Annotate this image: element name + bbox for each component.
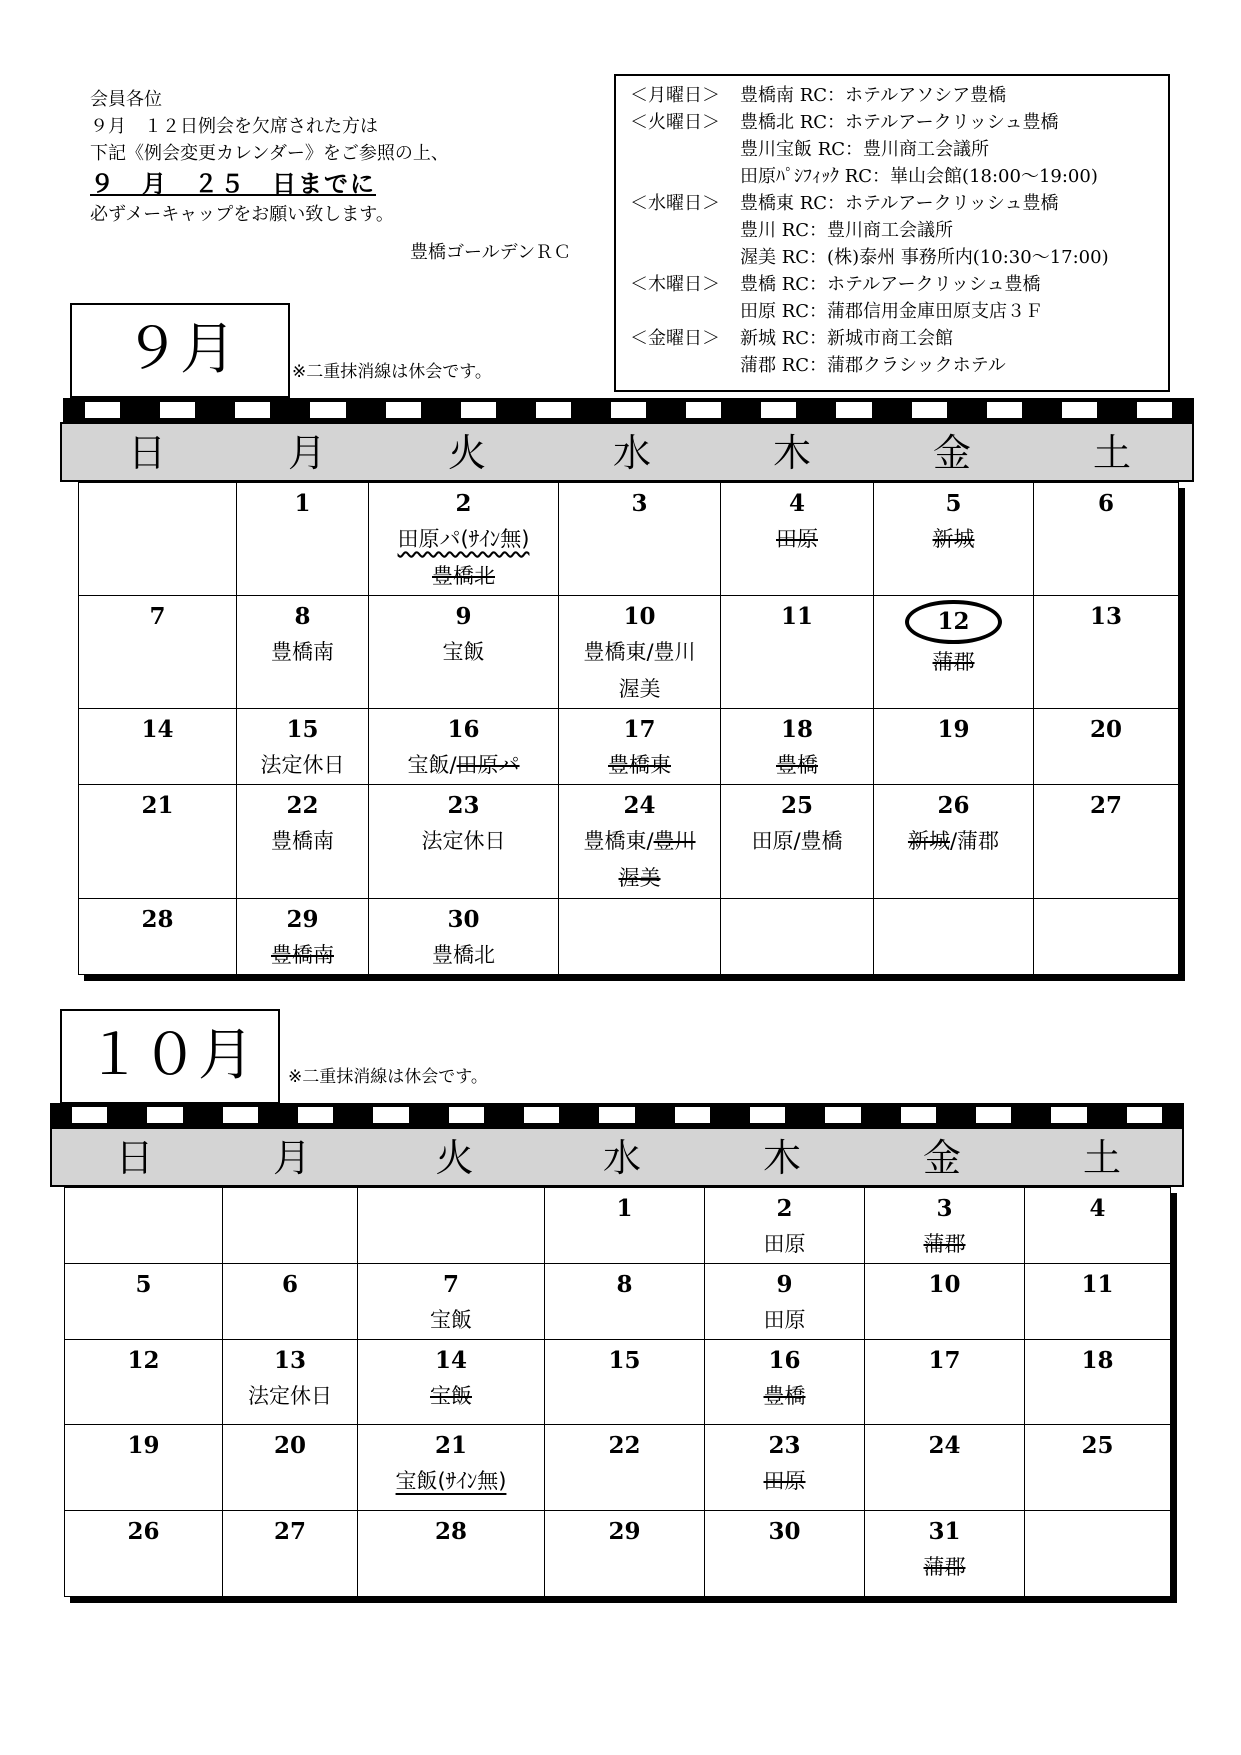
calendar-day-cell: [705, 1188, 865, 1264]
calendar-day-cell: [79, 785, 237, 899]
calendar-day-cell: [237, 899, 369, 975]
club-meeting-entry: [705, 1302, 864, 1339]
cancelled-meeting: 蒲郡: [923, 1555, 966, 1579]
calendar-day-cell: [369, 709, 559, 785]
calendar-day-cell: [545, 1425, 705, 1511]
weekday-label: 火: [447, 431, 486, 475]
meeting-text: 田原/豊橋: [751, 829, 843, 853]
calendar-day-cell: [1025, 1264, 1171, 1340]
notice-sender: 豊橋ゴールデンＲＣ: [410, 242, 572, 263]
day-number: 12: [905, 600, 1001, 644]
september-weekday-header: [60, 422, 1194, 482]
september-title-box: [70, 303, 290, 398]
weekday-label: 木: [772, 431, 811, 475]
calendar-day-cell: [1034, 785, 1179, 899]
club-meeting-entry: [559, 671, 720, 708]
day-number: 16: [768, 1347, 801, 1374]
calendar-day-cell: [79, 899, 237, 975]
calendar-day-cell: [1025, 1340, 1171, 1425]
cancelled-meeting: 豊橋北: [432, 564, 495, 588]
day-number: 1: [294, 490, 311, 517]
day-number: 22: [286, 792, 319, 819]
club-weekday: [630, 163, 740, 190]
september-calendar-grid: [78, 482, 1179, 975]
club-row: [630, 271, 1168, 298]
day-number: 2: [455, 490, 472, 517]
day-number: 15: [286, 716, 319, 743]
calendar-day-cell: [369, 596, 559, 709]
calendar-day-cell: [874, 596, 1034, 709]
calendar-week-row: [79, 596, 1179, 709]
calendar-week-row: [65, 1425, 1171, 1511]
club-entry: 蒲郡 RC：蒲郡クラシックホテル: [740, 355, 1006, 376]
calendar-day-cell: [223, 1188, 358, 1264]
calendar-day-cell: [865, 1264, 1025, 1340]
calendar-day-cell: [237, 785, 369, 899]
day-number: 1: [616, 1195, 633, 1222]
club-entry: 新城 RC：新城市商工会館: [740, 328, 954, 349]
day-number: 31: [928, 1518, 961, 1545]
club-row: [630, 325, 1168, 352]
meeting-text: 豊橋南: [271, 829, 334, 853]
club-meeting-entry: [559, 823, 720, 860]
club-meeting-entry: [721, 823, 873, 860]
club-weekday: [630, 244, 740, 271]
calendar-day-cell: [559, 596, 721, 709]
calendar-day-cell: [358, 1425, 545, 1511]
calendar-day-cell: [1034, 899, 1179, 975]
calendar-day-cell: [223, 1264, 358, 1340]
cancelled-meeting: 渥美: [618, 866, 661, 890]
meeting-text: /蒲郡: [949, 829, 1000, 853]
club-meeting-entry: [369, 823, 558, 860]
day-number: 3: [936, 1195, 953, 1222]
weekday-label: 月: [287, 431, 326, 475]
club-meeting-entry: [559, 747, 720, 784]
day-number: 30: [768, 1518, 801, 1545]
calendar-day-cell: [1034, 596, 1179, 709]
calendar-day-cell: [65, 1511, 223, 1597]
day-number: 28: [434, 1518, 467, 1545]
notice-deadline: ９ 月 ２５ 日までに: [90, 170, 376, 198]
day-number: 11: [1081, 1271, 1114, 1298]
calendar-day-cell: [865, 1340, 1025, 1425]
club-row: [630, 298, 1168, 325]
day-number: 29: [286, 906, 319, 933]
calendar-day-cell: [358, 1264, 545, 1340]
meeting-text: 豊橋北: [432, 943, 495, 967]
day-number: 10: [623, 603, 656, 630]
calendar-day-cell: [721, 596, 874, 709]
calendar-day-cell: [705, 1511, 865, 1597]
calendar-day-cell: [358, 1340, 545, 1425]
calendar-day-cell: [545, 1340, 705, 1425]
club-meeting-entry: [358, 1463, 544, 1500]
day-number: 9: [776, 1271, 793, 1298]
weekday-label: 木: [762, 1136, 801, 1180]
calendar-day-cell: [559, 899, 721, 975]
cancelled-meeting: 蒲郡: [932, 650, 975, 674]
cancelled-meeting: 豊川: [653, 829, 696, 853]
calendar-day-cell: [721, 483, 874, 596]
calendar-day-cell: [705, 1340, 865, 1425]
calendar-day-cell: [865, 1188, 1025, 1264]
day-number: 14: [434, 1347, 467, 1374]
cancelled-meeting: 豊橋: [763, 1384, 806, 1408]
october-weekday-header: [50, 1127, 1184, 1187]
day-number: 27: [1089, 792, 1122, 819]
club-weekday: [630, 136, 740, 163]
club-row: [630, 82, 1168, 109]
meeting-text: 法定休日: [421, 829, 506, 853]
day-number: 15: [608, 1347, 641, 1374]
club-meeting-entry: [705, 1463, 864, 1500]
day-number: 12: [127, 1347, 160, 1374]
club-entry: 豊橋北 RC：ホテルアークリッシュ豊橋: [740, 112, 1059, 133]
cancelled-meeting: 新城: [907, 829, 950, 853]
day-number: 6: [1097, 490, 1114, 517]
club-weekday: [630, 352, 740, 379]
calendar-day-cell: [65, 1425, 223, 1511]
weekday-label: 金: [932, 431, 971, 475]
calendar-day-cell: [369, 785, 559, 899]
calendar-day-cell: [874, 899, 1034, 975]
club-weekday: ＜木曜日＞: [630, 274, 720, 295]
weekday-label: 土: [1082, 1136, 1121, 1180]
day-number: 5: [135, 1271, 152, 1298]
club-meeting-entry: [369, 937, 558, 974]
cancelled-meeting: 新城: [932, 527, 975, 551]
day-number: 19: [127, 1432, 160, 1459]
club-row: [630, 352, 1168, 379]
calendar-day-cell: [705, 1264, 865, 1340]
club-meeting-entry: [237, 747, 368, 784]
cancelled-meeting: 豊橋: [776, 753, 818, 777]
calendar-day-cell: [865, 1425, 1025, 1511]
club-row: [630, 109, 1168, 136]
club-entry: 豊橋南 RC：ホテルアソシア豊橋: [740, 85, 1007, 106]
club-meeting-entry: [369, 634, 558, 671]
weekday-label: 水: [612, 431, 651, 475]
calendar-day-cell: [223, 1511, 358, 1597]
calendar-week-row: [65, 1340, 1171, 1425]
club-row: [630, 217, 1168, 244]
meeting-text: 宝飯: [442, 640, 485, 664]
day-number: 10: [928, 1271, 961, 1298]
calendar-day-cell: [874, 785, 1034, 899]
club-meeting-entry: [721, 521, 873, 558]
club-entry: 田原 RC：蒲郡信用金庫田原支店３Ｆ: [740, 301, 1044, 322]
meeting-text: 法定休日: [248, 1384, 332, 1408]
weekday-label: 日: [127, 431, 166, 475]
calendar-day-cell: [237, 709, 369, 785]
notice-line-makeup: 必ずメーキャップをお願い致します。: [90, 204, 394, 225]
calendar-week-row: [65, 1511, 1171, 1597]
club-row: [630, 190, 1168, 217]
weekday-label: 土: [1092, 431, 1131, 475]
club-weekday: [630, 298, 740, 325]
club-weekday: ＜火曜日＞: [630, 112, 720, 133]
calendar-day-cell: [65, 1264, 223, 1340]
october-note: ※二重抹消線は休会です。: [288, 1067, 488, 1087]
club-meeting-entry: [559, 860, 720, 897]
day-number: 23: [768, 1432, 801, 1459]
calendar-day-cell: [1025, 1425, 1171, 1511]
calendar-day-cell: [545, 1511, 705, 1597]
calendar-week-row: [79, 899, 1179, 975]
day-number: 18: [1081, 1347, 1114, 1374]
meeting-text: 渥美: [618, 677, 661, 701]
day-number: 20: [273, 1432, 306, 1459]
calendar-day-cell: [874, 483, 1034, 596]
day-number: 11: [780, 603, 813, 630]
day-number: 18: [780, 716, 813, 743]
calendar-week-row: [65, 1188, 1171, 1264]
meeting-text: 豊橋東/: [583, 829, 654, 853]
club-row: [630, 244, 1168, 271]
day-number: 3: [631, 490, 648, 517]
calendar-day-cell: [721, 785, 874, 899]
calendar-day-cell: [721, 899, 874, 975]
day-number: 17: [928, 1347, 961, 1374]
club-entry: 豊橋東 RC：ホテルアークリッシュ豊橋: [740, 193, 1059, 214]
october-title-box: [60, 1009, 280, 1104]
day-number: 8: [616, 1271, 633, 1298]
calendar-day-cell: [559, 483, 721, 596]
club-meeting-entry: [358, 1378, 544, 1415]
day-number: 16: [447, 716, 480, 743]
calendar-day-cell: [1034, 709, 1179, 785]
notice-salutation: 会員各位: [90, 89, 162, 110]
club-meeting-entry: [237, 634, 368, 671]
calendar-day-cell: [79, 483, 237, 596]
meeting-text: 田原パ(ｻｲﾝ無): [397, 527, 530, 551]
club-meeting-entry: [369, 521, 558, 558]
october-title: １０月: [86, 1023, 254, 1088]
cancelled-meeting: 田原: [776, 527, 818, 551]
day-number: 9: [455, 603, 472, 630]
day-number: 25: [780, 792, 813, 819]
notice-line-absent: ９月 １２日例会を欠席された方は: [90, 116, 378, 137]
calendar-day-cell: [559, 785, 721, 899]
notice-line-refer: 下記《例会変更カレンダー》をご参照の上、: [90, 143, 449, 164]
day-number: 8: [294, 603, 311, 630]
calendar-day-cell: [559, 709, 721, 785]
meeting-text: 田原: [763, 1308, 806, 1332]
day-number: 21: [434, 1432, 467, 1459]
calendar-day-cell: [237, 596, 369, 709]
club-meeting-entry: [874, 521, 1033, 558]
calendar-day-cell: [65, 1188, 223, 1264]
calendar-day-cell: [358, 1188, 545, 1264]
meeting-text: 宝飯: [430, 1308, 472, 1332]
calendar-day-cell: [1034, 483, 1179, 596]
day-number: 14: [141, 716, 174, 743]
day-number: 4: [788, 490, 805, 517]
club-weekday: ＜水曜日＞: [630, 193, 720, 214]
day-number: 5: [945, 490, 962, 517]
calendar-day-cell: [65, 1340, 223, 1425]
cancelled-meeting: 豊橋南: [271, 943, 334, 967]
day-number: 7: [442, 1271, 459, 1298]
club-meeting-entry: [237, 823, 368, 860]
club-meeting-list: [614, 74, 1170, 392]
club-entry: 渥美 RC：(株)泰州 事務所内(10:30～17:00): [740, 247, 1109, 268]
day-number: 2: [776, 1195, 793, 1222]
calendar-day-cell: [865, 1511, 1025, 1597]
cancelled-meeting: 豊橋東: [608, 753, 671, 777]
club-meeting-entry: [358, 1302, 544, 1339]
day-number: 13: [273, 1347, 306, 1374]
calendar-day-cell: [721, 709, 874, 785]
club-meeting-entry: [369, 747, 558, 784]
club-meeting-entry: [874, 644, 1033, 681]
day-number: 28: [141, 906, 174, 933]
meeting-text: 豊橋東/豊川: [583, 640, 696, 664]
calendar-day-cell: [705, 1425, 865, 1511]
calendar-day-cell: [369, 899, 559, 975]
weekday-label: 火: [435, 1136, 474, 1180]
club-meeting-entry: [237, 937, 368, 974]
club-entry: 豊川 RC：豊川商工会議所: [740, 220, 954, 241]
club-weekday: ＜月曜日＞: [630, 85, 720, 106]
club-meeting-entry: [721, 747, 873, 784]
day-number: 26: [937, 792, 970, 819]
calendar-day-cell: [79, 709, 237, 785]
day-number: 23: [447, 792, 480, 819]
day-number: 26: [127, 1518, 160, 1545]
club-weekday: ＜金曜日＞: [630, 328, 720, 349]
club-entry: 田原ﾊﾟｼﾌｨｯｸ RC：崋山会館(18:00～19:00): [740, 166, 1098, 187]
calendar-day-cell: [874, 709, 1034, 785]
day-number: 4: [1089, 1195, 1106, 1222]
september-film-strip: [63, 398, 1194, 422]
calendar-week-row: [79, 483, 1179, 596]
september-note: ※二重抹消線は休会です。: [292, 362, 492, 382]
meeting-text: 法定休日: [260, 753, 345, 777]
day-number: 27: [273, 1518, 306, 1545]
day-number: 7: [149, 603, 166, 630]
october-film-strip: [50, 1103, 1184, 1127]
calendar-day-cell: [1025, 1188, 1171, 1264]
calendar-day-cell: [1025, 1511, 1171, 1597]
club-meeting-entry: [874, 823, 1033, 860]
calendar-week-row: [79, 709, 1179, 785]
cancelled-meeting: 田原: [763, 1469, 806, 1493]
club-meeting-entry: [865, 1549, 1024, 1586]
weekday-label: 月: [272, 1136, 311, 1180]
day-number: 24: [623, 792, 656, 819]
day-number: 25: [1081, 1432, 1114, 1459]
cancelled-meeting: 田原パ: [456, 753, 520, 777]
meeting-text: 豊橋南: [271, 640, 334, 664]
day-number: 6: [281, 1271, 298, 1298]
club-row: [630, 163, 1168, 190]
day-number: 13: [1089, 603, 1122, 630]
club-meeting-entry: [705, 1226, 864, 1263]
day-number: 21: [141, 792, 174, 819]
calendar-day-cell: [358, 1511, 545, 1597]
calendar-week-row: [79, 785, 1179, 899]
september-title: ９月: [124, 317, 236, 382]
october-calendar-grid: [64, 1187, 1171, 1597]
calendar-day-cell: [223, 1425, 358, 1511]
club-meeting-entry: [865, 1226, 1024, 1263]
club-meeting-entry: [223, 1378, 357, 1415]
club-weekday: [630, 217, 740, 244]
calendar-day-cell: [79, 596, 237, 709]
club-meeting-entry: [705, 1378, 864, 1415]
club-entry: 豊橋 RC：ホテルアークリッシュ豊橋: [740, 274, 1041, 295]
day-number: 30: [447, 906, 480, 933]
meeting-text: 宝飯/: [407, 753, 457, 777]
weekday-label: 日: [115, 1136, 154, 1180]
day-number: 29: [608, 1518, 641, 1545]
calendar-day-cell: [369, 483, 559, 596]
calendar-day-cell: [223, 1340, 358, 1425]
weekday-label: 金: [922, 1136, 961, 1180]
day-number: 17: [623, 716, 656, 743]
cancelled-meeting: 蒲郡: [923, 1232, 966, 1256]
calendar-week-row: [65, 1264, 1171, 1340]
day-number: 20: [1089, 716, 1122, 743]
calendar-day-cell: [545, 1188, 705, 1264]
day-number: 24: [928, 1432, 961, 1459]
weekday-label: 水: [602, 1136, 641, 1180]
notice-block: [90, 86, 610, 263]
day-number: 22: [608, 1432, 641, 1459]
calendar-day-cell: [237, 483, 369, 596]
club-meeting-entry: [369, 558, 558, 595]
meeting-text: 宝飯(ｻｲﾝ無): [395, 1469, 507, 1493]
club-entry: 豊川宝飯 RC：豊川商工会議所: [740, 139, 990, 160]
cancelled-meeting: 宝飯: [430, 1384, 472, 1408]
day-number: 19: [937, 716, 970, 743]
club-meeting-entry: [559, 634, 720, 671]
meeting-text: 田原: [763, 1232, 806, 1256]
club-row: [630, 136, 1168, 163]
calendar-day-cell: [545, 1264, 705, 1340]
